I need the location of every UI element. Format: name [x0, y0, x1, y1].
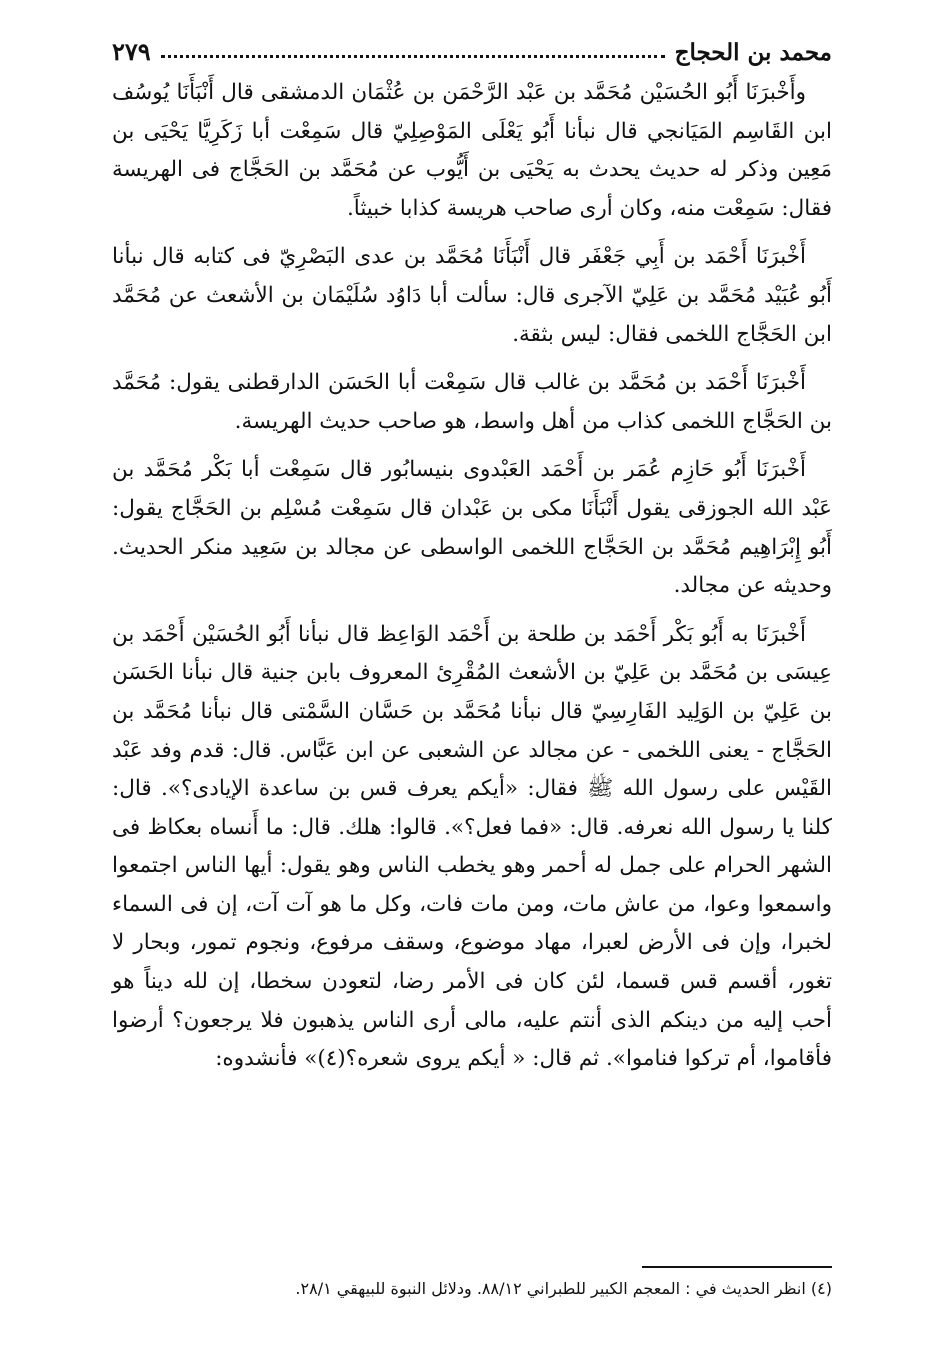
paragraph-5: أَخْبرَنَا به أَبُو بَكْر أَحْمَد بن طلحة بن أَحْمَد الوَاعِظ قال نبأنا أَبُو الحُسَيْن أَحْمَد بن عِيسَى بن مُحَمَّد بن عَلِيّ بن الأشعث المُقْرِئ المعروف بابن جنية قال نبأنا الحَسَن بن عَلِيّ بن الوَلِيد الفَارِسِيّ قال نبأنا مُحَمَّد بن حَسَّان السَّمْتى قال نبأنا مُحَمَّد بن الحَجَّاج - يعنى اللخمى - عن مجالد عن الشعبى عن ابن عَبَّاس. قال: قدم وفد عَبْد القَيْس على رسول الله ﷺ فقال: «أيكم يعرف قس بن ساعدة الإيادى؟». قال: كلنا يا رسول الله نعرفه. قال: «فما فعل؟». قالوا: هلك. قال: ما أَنساه بعكاظ فى الشهر الحرام على جمل له أحمر وهو يخطب الناس وهو يقول: أيها الناس اجتمعوا واسمعوا وعوا، من عاش مات، ومن مات فات، وكل ما هو آت آت، إن فى السماء لخبرا، وإن فى الأرض لعبرا، مهاد موضوع، وسقف مرفوع، ونجوم تمور، وبحار لا تغور، أقسم قس قسما، لئن كان فى الأمر رضا، لتعودن سخطا، إن لله ديناً هو أحب إليه من دينكم الذى أنتم عليه، مالى أرى الناس يذهبون فلا يرجعون؟ أرضوا فأقاموا، أم تركوا فناموا». ثم قال: « أيكم يروى شعره؟(٤)» فأنشدوه:	[112, 621, 832, 1072]
header-dot-leader	[161, 55, 665, 58]
paragraph-1: وأَخْبرَنَا أَبُو الحُسَيْن مُحَمَّد بن عَبْد الرَّحْمَن بن عُثْمَان الدمشقى قال أَنْبَأَنَا يُوسُف ابن القَاسِم المَيَانجي قال نبأنا أَبُو يَعْلَى المَوْصِلِيّ قال سَمِعْت أبا زَكَرِيَّا يَحْيَى بن مَعِين وذكر له حديث يحدث به يَحْيَى بن أَيُّوب عن مُحَمَّد بن الحَجَّاج فى الهريسة فقال: سَمِعْت منه، وكان أرى صاحب هريسة كذابا خبيثاً.	[112, 80, 832, 221]
footnote-separator	[642, 1266, 832, 1268]
running-title: محمد بن الحجاج	[674, 39, 832, 66]
main-text	[112, 74, 832, 1089]
page-number: ٢٧٩	[112, 37, 151, 66]
paragraph-2: أَخْبرَنَا أَحْمَد بن أَبِي جَعْفَر قال أَنْبَأَنَا مُحَمَّد بن عدى البَصْرِيّ فى كتابه قال نبأنا أَبُو عُبَيْد مُحَمَّد بن عَلِيّ الآجرى قال: سألت أبا دَاوُد سُلَيْمَان بن الأشعث عن مُحَمَّد ابن الحَجَّاج اللخمى فقال: ليس بثقة.	[112, 244, 832, 347]
footnote: (٤) انظر الحديث في : المعجم الكبير للطبراني ٨٨/١٢. ودلائل النبوة للبيهقي ٢٨/١.	[295, 1279, 832, 1298]
paragraph-3: أَخْبرَنَا أَحْمَد بن مُحَمَّد بن غالب قال سَمِعْت أبا الحَسَن الدارقطنى يقول: مُحَمَّد بن الحَجَّاج اللخمى كذاب من أهل واسط، هو صاحب حديث الهريسة.	[112, 370, 832, 434]
page-header	[112, 30, 832, 66]
paragraph-4: أَخْبرَنَا أَبُو حَازِم عُمَر بن أَحْمَد العَبْدوى بنيسابُور قال سَمِعْت أبا بَكْر مُحَمَّد بن عَبْد الله الجوزقى يقول أَنْبَأَنَا مكى بن عَبْدان قال سَمِعْت مُسْلِم بن الحَجَّاج يقول: أَبُو إِبْرَاهِيم مُحَمَّد بن الحَجَّاج اللخمى الواسطى عن مجالد بن سَعِيد منكر الحديث. وحديثه عن مجالد.	[112, 457, 832, 599]
